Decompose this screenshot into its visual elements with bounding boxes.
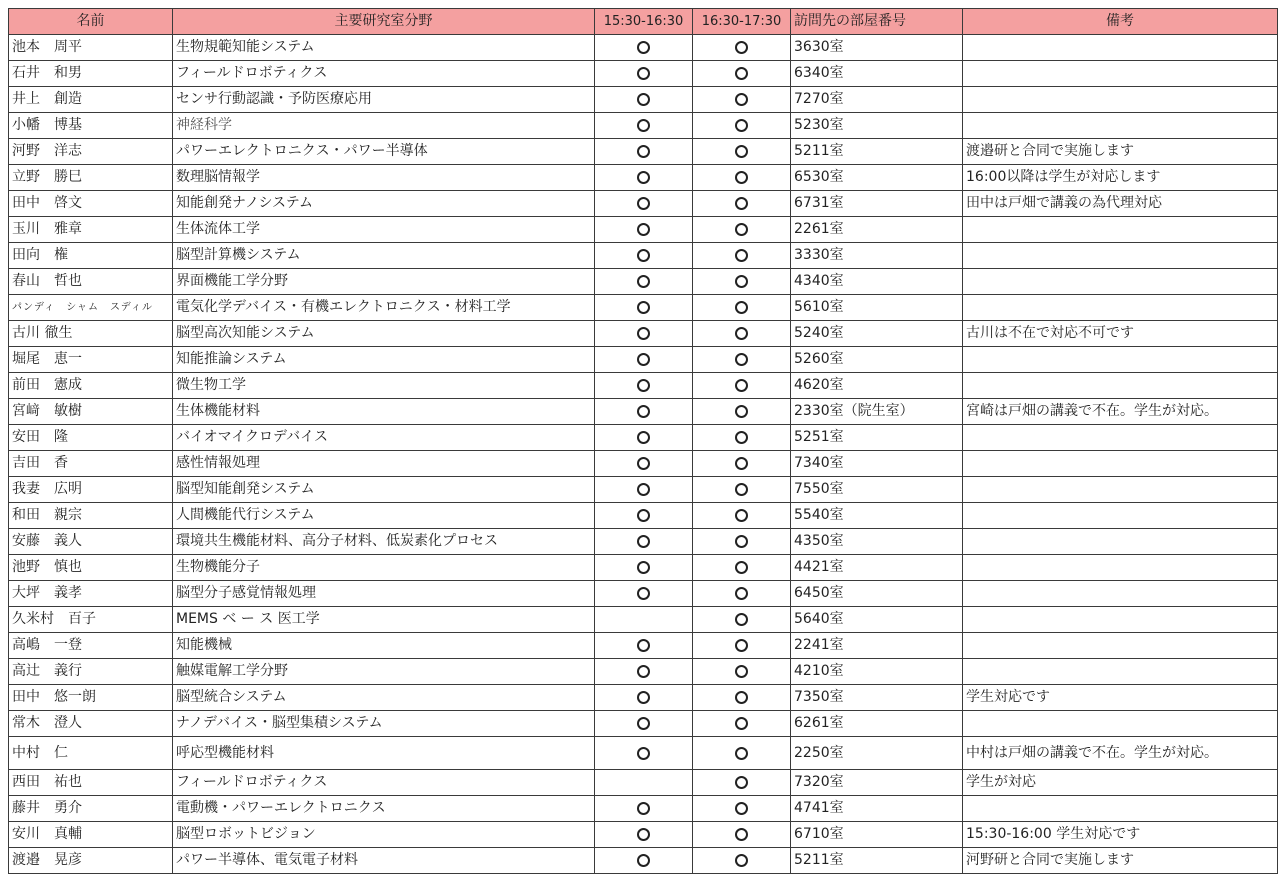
table-row [9, 555, 1278, 581]
table-row [9, 848, 1278, 874]
cell-note [963, 659, 1278, 685]
cell-field: 生体機能材料 [173, 399, 595, 425]
cell-field: センサ行動認識・予防医療応用 [173, 87, 595, 113]
available-mark-icon [735, 379, 748, 392]
table-row [9, 425, 1278, 451]
cell-field: パワーエレクトロニクス・パワー半導体 [173, 139, 595, 165]
cell-slot1 [595, 503, 693, 529]
available-mark-icon [637, 747, 650, 760]
table-row [9, 399, 1278, 425]
cell-slot1 [595, 425, 693, 451]
cell-slot2 [693, 659, 791, 685]
cell-slot2 [693, 848, 791, 874]
cell-note [963, 269, 1278, 295]
cell-slot1 [595, 399, 693, 425]
cell-slot2 [693, 113, 791, 139]
cell-name: 常木 澄人 [9, 711, 173, 737]
cell-field: 触媒電解工学分野 [173, 659, 595, 685]
cell-field: バイオマイクロデバイス [173, 425, 595, 451]
cell-room: 5240室 [791, 321, 963, 347]
cell-room: 3330室 [791, 243, 963, 269]
cell-room: 5230室 [791, 113, 963, 139]
table-body [9, 35, 1278, 874]
cell-room: 5540室 [791, 503, 963, 529]
cell-slot2 [693, 217, 791, 243]
cell-field: 微生物工学 [173, 373, 595, 399]
available-mark-icon [735, 802, 748, 815]
cell-slot1 [595, 165, 693, 191]
cell-note: 16:00以降は学生が対応します [963, 165, 1278, 191]
cell-name: 高嶋 一登 [9, 633, 173, 659]
available-mark-icon [735, 197, 748, 210]
cell-field: 感性情報処理 [173, 451, 595, 477]
header-slot1: 15:30-16:30 [595, 9, 693, 35]
cell-slot1 [595, 822, 693, 848]
cell-slot2 [693, 87, 791, 113]
cell-slot1 [595, 243, 693, 269]
available-mark-icon [637, 717, 650, 730]
cell-room: 2250室 [791, 737, 963, 770]
cell-slot1 [595, 477, 693, 503]
cell-name: 池野 慎也 [9, 555, 173, 581]
cell-note: 学生対応です [963, 685, 1278, 711]
available-mark-icon [637, 483, 650, 496]
cell-field: 知能機械 [173, 633, 595, 659]
table-row [9, 347, 1278, 373]
cell-name: 吉田 香 [9, 451, 173, 477]
available-mark-icon [735, 747, 748, 760]
cell-note [963, 113, 1278, 139]
cell-note [963, 87, 1278, 113]
cell-slot2 [693, 399, 791, 425]
cell-name: 前田 憲成 [9, 373, 173, 399]
available-mark-icon [637, 431, 650, 444]
cell-room: 7340室 [791, 451, 963, 477]
available-mark-icon [735, 535, 748, 548]
cell-note [963, 633, 1278, 659]
cell-slot2 [693, 737, 791, 770]
table-row [9, 191, 1278, 217]
cell-slot2 [693, 269, 791, 295]
cell-note [963, 607, 1278, 633]
cell-name: 立野 勝巳 [9, 165, 173, 191]
cell-name: 大坪 義孝 [9, 581, 173, 607]
cell-field: 生体流体工学 [173, 217, 595, 243]
available-mark-icon [637, 854, 650, 867]
available-mark-icon [735, 665, 748, 678]
cell-slot1 [595, 35, 693, 61]
cell-note: 渡邉研と合同で実施します [963, 139, 1278, 165]
available-mark-icon [637, 249, 650, 262]
available-mark-icon [735, 854, 748, 867]
cell-field: 脳型高次知能システム [173, 321, 595, 347]
cell-name: 安川 真輔 [9, 822, 173, 848]
available-mark-icon [735, 93, 748, 106]
cell-name: 小幡 博基 [9, 113, 173, 139]
cell-room: 2330室（院生室） [791, 399, 963, 425]
available-mark-icon [735, 457, 748, 470]
table-row [9, 451, 1278, 477]
cell-name: 安田 隆 [9, 425, 173, 451]
cell-slot2 [693, 61, 791, 87]
cell-room: 7350室 [791, 685, 963, 711]
cell-slot2 [693, 477, 791, 503]
header-slot2: 16:30-17:30 [693, 9, 791, 35]
cell-field: フィールドロボティクス [173, 770, 595, 796]
table-row [9, 796, 1278, 822]
cell-room: 5260室 [791, 347, 963, 373]
cell-room: 6710室 [791, 822, 963, 848]
cell-name: 藤井 勇介 [9, 796, 173, 822]
cell-field: 脳型統合システム [173, 685, 595, 711]
cell-room: 4620室 [791, 373, 963, 399]
table-row [9, 529, 1278, 555]
cell-name: 渡邉 晃彦 [9, 848, 173, 874]
cell-slot2 [693, 581, 791, 607]
available-mark-icon [637, 67, 650, 80]
cell-room: 6261室 [791, 711, 963, 737]
cell-room: 7270室 [791, 87, 963, 113]
cell-note [963, 477, 1278, 503]
header-name: 名前 [9, 9, 173, 35]
cell-slot1 [595, 139, 693, 165]
cell-name: 田中 悠一朗 [9, 685, 173, 711]
available-mark-icon [735, 249, 748, 262]
cell-name: 田中 啓文 [9, 191, 173, 217]
available-mark-icon [735, 691, 748, 704]
available-mark-icon [637, 275, 650, 288]
table-row [9, 113, 1278, 139]
cell-slot2 [693, 685, 791, 711]
cell-slot1 [595, 321, 693, 347]
cell-note [963, 373, 1278, 399]
cell-slot1 [595, 61, 693, 87]
cell-slot2 [693, 503, 791, 529]
available-mark-icon [735, 717, 748, 730]
cell-room: 6530室 [791, 165, 963, 191]
cell-slot2 [693, 770, 791, 796]
available-mark-icon [735, 353, 748, 366]
cell-note [963, 61, 1278, 87]
cell-note: 宮崎は戸畑の講義で不在。学生が対応。 [963, 399, 1278, 425]
cell-slot2 [693, 451, 791, 477]
available-mark-icon [637, 561, 650, 574]
cell-field: フィールドロボティクス [173, 61, 595, 87]
cell-note [963, 529, 1278, 555]
cell-note [963, 555, 1278, 581]
cell-slot1 [595, 451, 693, 477]
table-row [9, 87, 1278, 113]
cell-note: 中村は戸畑の講義で不在。学生が対応。 [963, 737, 1278, 770]
cell-room: 6340室 [791, 61, 963, 87]
cell-name: 和田 親宗 [9, 503, 173, 529]
available-mark-icon [637, 223, 650, 236]
cell-note [963, 503, 1278, 529]
available-mark-icon [735, 776, 748, 789]
cell-slot2 [693, 35, 791, 61]
cell-room: 6731室 [791, 191, 963, 217]
header-field: 主要研究室分野 [173, 9, 595, 35]
cell-name: 堀尾 恵一 [9, 347, 173, 373]
cell-room: 3630室 [791, 35, 963, 61]
cell-field: 人間機能代行システム [173, 503, 595, 529]
cell-field: 電動機・パワーエレクトロニクス [173, 796, 595, 822]
cell-name: 我妻 広明 [9, 477, 173, 503]
cell-slot1 [595, 685, 693, 711]
table-row [9, 607, 1278, 633]
cell-note: 田中は戸畑で講義の為代理対応 [963, 191, 1278, 217]
cell-room: 5211室 [791, 139, 963, 165]
cell-note [963, 35, 1278, 61]
cell-slot2 [693, 321, 791, 347]
available-mark-icon [735, 405, 748, 418]
cell-name: 安藤 義人 [9, 529, 173, 555]
available-mark-icon [637, 802, 650, 815]
available-mark-icon [637, 535, 650, 548]
cell-name: 河野 洋志 [9, 139, 173, 165]
table-row [9, 711, 1278, 737]
available-mark-icon [637, 828, 650, 841]
table-row [9, 822, 1278, 848]
available-mark-icon [735, 587, 748, 600]
cell-field: 脳型ロボットビジョン [173, 822, 595, 848]
cell-slot1 [595, 770, 693, 796]
cell-slot2 [693, 796, 791, 822]
table-row [9, 217, 1278, 243]
cell-field: パワー半導体、電気電子材料 [173, 848, 595, 874]
cell-name: 古川 徹生 [9, 321, 173, 347]
table-row [9, 243, 1278, 269]
cell-field: 神経科学 [173, 113, 595, 139]
cell-field: 脳型計算機システム [173, 243, 595, 269]
cell-slot1 [595, 269, 693, 295]
table-row [9, 139, 1278, 165]
cell-room: 5211室 [791, 848, 963, 874]
cell-slot2 [693, 373, 791, 399]
cell-slot2 [693, 191, 791, 217]
cell-slot2 [693, 165, 791, 191]
cell-name: 池本 周平 [9, 35, 173, 61]
available-mark-icon [637, 587, 650, 600]
cell-slot2 [693, 607, 791, 633]
table-row [9, 373, 1278, 399]
table-row [9, 295, 1278, 321]
cell-room: 4210室 [791, 659, 963, 685]
cell-name: パンディ シャム スディル [9, 295, 173, 321]
cell-name: 中村 仁 [9, 737, 173, 770]
cell-note [963, 243, 1278, 269]
available-mark-icon [637, 691, 650, 704]
cell-slot1 [595, 737, 693, 770]
cell-note [963, 295, 1278, 321]
cell-field: 数理脳情報学 [173, 165, 595, 191]
cell-note [963, 711, 1278, 737]
table-row [9, 61, 1278, 87]
cell-room: 4421室 [791, 555, 963, 581]
available-mark-icon [637, 379, 650, 392]
cell-room: 4340室 [791, 269, 963, 295]
cell-slot1 [595, 113, 693, 139]
available-mark-icon [637, 301, 650, 314]
available-mark-icon [735, 119, 748, 132]
cell-name: 西田 祐也 [9, 770, 173, 796]
cell-room: 2261室 [791, 217, 963, 243]
available-mark-icon [637, 327, 650, 340]
available-mark-icon [735, 301, 748, 314]
available-mark-icon [735, 509, 748, 522]
cell-slot2 [693, 555, 791, 581]
table-row [9, 770, 1278, 796]
cell-note [963, 217, 1278, 243]
cell-note: 学生が対応 [963, 770, 1278, 796]
cell-slot1 [595, 848, 693, 874]
available-mark-icon [637, 171, 650, 184]
cell-note: 河野研と合同で実施します [963, 848, 1278, 874]
cell-slot1 [595, 373, 693, 399]
cell-slot1 [595, 555, 693, 581]
cell-slot1 [595, 217, 693, 243]
cell-note [963, 347, 1278, 373]
cell-room: 5640室 [791, 607, 963, 633]
cell-note [963, 425, 1278, 451]
cell-room: 5610室 [791, 295, 963, 321]
cell-name: 石井 和男 [9, 61, 173, 87]
cell-slot2 [693, 822, 791, 848]
available-mark-icon [735, 613, 748, 626]
cell-room: 6450室 [791, 581, 963, 607]
available-mark-icon [637, 457, 650, 470]
available-mark-icon [735, 275, 748, 288]
cell-slot1 [595, 87, 693, 113]
cell-field: 知能推論システム [173, 347, 595, 373]
cell-slot1 [595, 581, 693, 607]
table-row [9, 269, 1278, 295]
cell-note [963, 451, 1278, 477]
cell-note: 古川は不在で対応不可です [963, 321, 1278, 347]
available-mark-icon [735, 828, 748, 841]
available-mark-icon [735, 67, 748, 80]
cell-slot2 [693, 425, 791, 451]
table-row [9, 685, 1278, 711]
table-row [9, 633, 1278, 659]
available-mark-icon [735, 561, 748, 574]
table-row [9, 581, 1278, 607]
available-mark-icon [735, 41, 748, 54]
table-row [9, 503, 1278, 529]
cell-slot2 [693, 139, 791, 165]
cell-field: 呼応型機能材料 [173, 737, 595, 770]
cell-slot2 [693, 295, 791, 321]
cell-field: 電気化学デバイス・有機エレクトロニクス・材料工学 [173, 295, 595, 321]
cell-name: 井上 創造 [9, 87, 173, 113]
cell-slot1 [595, 633, 693, 659]
cell-slot1 [595, 711, 693, 737]
cell-field: ナノデバイス・脳型集積システム [173, 711, 595, 737]
cell-slot1 [595, 659, 693, 685]
available-mark-icon [637, 119, 650, 132]
available-mark-icon [735, 171, 748, 184]
cell-name: 春山 哲也 [9, 269, 173, 295]
cell-field: 脳型分子感覚情報処理 [173, 581, 595, 607]
table-row [9, 35, 1278, 61]
cell-room: 7550室 [791, 477, 963, 503]
cell-field: MEMS ベ ー ス 医工学 [173, 607, 595, 633]
cell-field: 生物規範知能システム [173, 35, 595, 61]
cell-slot2 [693, 529, 791, 555]
table-row [9, 321, 1278, 347]
cell-name: 久米村 百子 [9, 607, 173, 633]
cell-slot1 [595, 347, 693, 373]
cell-room: 7320室 [791, 770, 963, 796]
available-mark-icon [637, 145, 650, 158]
cell-room: 2241室 [791, 633, 963, 659]
available-mark-icon [637, 197, 650, 210]
lab-visit-table [8, 8, 1278, 874]
cell-field: 界面機能工学分野 [173, 269, 595, 295]
available-mark-icon [637, 93, 650, 106]
cell-slot1 [595, 295, 693, 321]
table-row [9, 165, 1278, 191]
cell-note: 15:30-16:00 学生対応です [963, 822, 1278, 848]
header-room: 訪問先の部屋番号 [791, 9, 963, 35]
cell-name: 高辻 義行 [9, 659, 173, 685]
cell-slot2 [693, 243, 791, 269]
cell-field: 脳型知能創発システム [173, 477, 595, 503]
table-row [9, 737, 1278, 770]
cell-room: 4350室 [791, 529, 963, 555]
cell-room: 4741室 [791, 796, 963, 822]
header-row [9, 9, 1278, 35]
table-row [9, 477, 1278, 503]
cell-slot2 [693, 633, 791, 659]
available-mark-icon [735, 639, 748, 652]
available-mark-icon [735, 145, 748, 158]
cell-slot1 [595, 529, 693, 555]
available-mark-icon [637, 41, 650, 54]
available-mark-icon [637, 405, 650, 418]
cell-field: 知能創発ナノシステム [173, 191, 595, 217]
available-mark-icon [637, 509, 650, 522]
cell-slot2 [693, 347, 791, 373]
table-row [9, 659, 1278, 685]
available-mark-icon [637, 353, 650, 366]
cell-note [963, 796, 1278, 822]
cell-note [963, 581, 1278, 607]
available-mark-icon [735, 483, 748, 496]
available-mark-icon [735, 431, 748, 444]
cell-room: 5251室 [791, 425, 963, 451]
cell-slot1 [595, 191, 693, 217]
cell-slot1 [595, 796, 693, 822]
available-mark-icon [637, 665, 650, 678]
cell-field: 環境共生機能材料、高分子材料、低炭素化プロセス [173, 529, 595, 555]
cell-name: 玉川 雅章 [9, 217, 173, 243]
cell-name: 田向 権 [9, 243, 173, 269]
cell-field: 生物機能分子 [173, 555, 595, 581]
cell-slot1 [595, 607, 693, 633]
available-mark-icon [637, 639, 650, 652]
cell-name: 宮﨑 敏樹 [9, 399, 173, 425]
header-notes: 備考 [963, 9, 1278, 35]
cell-slot2 [693, 711, 791, 737]
available-mark-icon [735, 223, 748, 236]
available-mark-icon [735, 327, 748, 340]
